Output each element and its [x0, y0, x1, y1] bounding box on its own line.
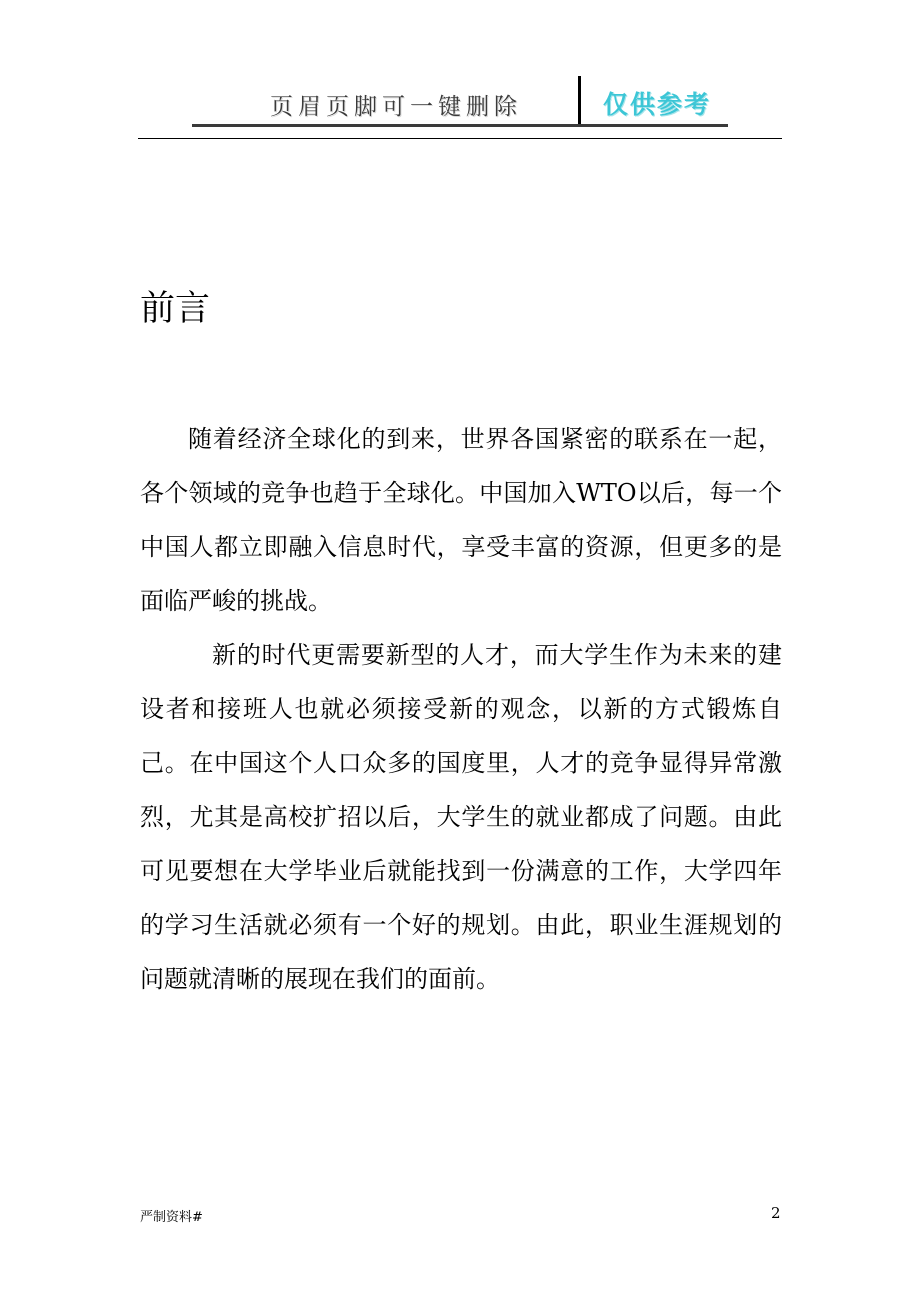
page-number: 2: [771, 1204, 781, 1222]
paragraph-1: 随着经济全球化的到来，世界各国紧密的联系在一起，各个领域的竞争也趋于全球化。中国加入WTO以后，每一个中国人都立即融入信息时代，享受丰富的资源，但更多的是面临严峻的挑战。: [140, 425, 782, 615]
header-left-text: 页眉页脚可一键删除: [270, 94, 522, 120]
body-text: [140, 412, 782, 1006]
header-thick-rule: [192, 124, 728, 127]
footer-left-text: 严制资料#: [140, 1210, 203, 1225]
paragraph-2: 新的时代更需要新型的人才，而大学生作为未来的建设者和接班人也就必须接受新的观念，以新的方式锻炼自己。在中国这个人口众多的国度里，人才的竞争显得异常激烈，尤其是高校扩招以后，大学生的就业都成了问题。由此可见要想在大学毕业后就能找到一份满意的工作，大学四年的学习生活就必须有一个好的规划。由此，职业生涯规划的问题就清晰的展现在我们的面前。: [140, 641, 782, 993]
header-right-text: 仅供参考: [603, 90, 712, 119]
header-thin-rule: [138, 138, 782, 139]
page-header: [0, 0, 920, 140]
header-vertical-divider: [578, 76, 581, 126]
section-heading: 前言: [140, 289, 211, 329]
